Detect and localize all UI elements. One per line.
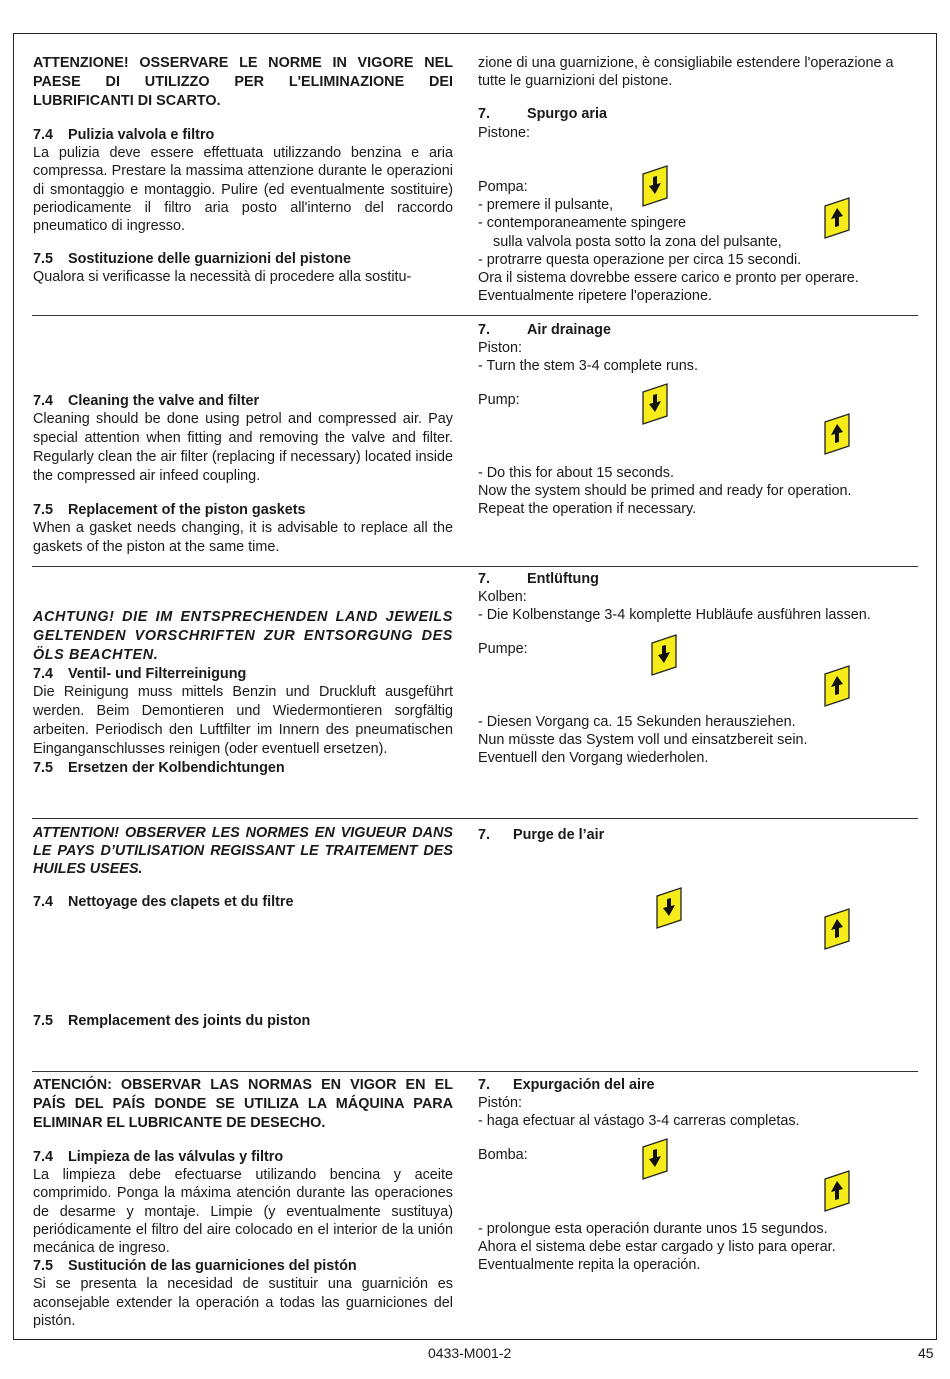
it-step2b: sulla valvola posta sotto la zona del pulsante, [493, 233, 782, 250]
en-s75-text: When a gasket needs changing, it is advisable to replace all the gaskets of the piston at the same time. [33, 520, 453, 556]
arrow-down-button-icon [642, 383, 668, 425]
de-s74-text: Die Reinigung muss mittels Benzin und Druckluft ausgeführt werden. Beim Demontieren und Wiedermontieren sorgfältig arbeiten. Periodisch den Luftfilter im Innern des pneumatischen Einganganschlusses reinigen (oder eventuell ersetzen). [33, 684, 453, 758]
de-piston-label: Kolben: [478, 589, 527, 606]
arrow-down-button-icon [651, 634, 677, 676]
es-step-time: - prolongue esta operación durante unos 15 segundos. [478, 1221, 828, 1237]
arrow-down-button-icon [642, 165, 668, 207]
fr-right-column [478, 826, 918, 844]
fr-s74-heading: 7.4 Nettoyage des clapets et du filtre [33, 894, 294, 910]
arrow-down-button-icon [656, 887, 682, 929]
en-s7-heading: 7. Air drainage [478, 322, 611, 338]
divider-fr-es [32, 1071, 918, 1072]
es-s75-heading: 7.5 Sustitución de las guarniciones del pistón [33, 1258, 357, 1275]
it-s7-heading: 7. Spurgo aria [478, 106, 607, 123]
de-s74-heading: 7.4 Ventil- und Filterreinigung [33, 666, 247, 682]
it-left-column [33, 54, 453, 287]
en-s74-text: Cleaning should be done using petrol and compressed air. Pay special attention when fitting and removing the valve and filter. Regularly clean the air filter (replacing if necessary) located inside the compressed air infeed coupling. [33, 411, 453, 485]
en-s75-heading: 7.5 Replacement of the piston gaskets [33, 502, 306, 519]
de-end1: Nun müsste das System voll und einsatzbereit sein. [478, 732, 808, 749]
it-s75-text-b: zione di una guarnizione, è consigliabile estendere l'operazione a tutte le guarnizioni del pistone. [478, 55, 894, 90]
es-s75-text: Si se presenta la necesidad de sustituir una guarnición es aconsejable extender la operación a todas las guarniciones del pistón. [33, 1276, 453, 1329]
it-s74-text: La pulizia deve essere effettuata utilizzando benzina e aria compressa. Prestare la massima attenzione durante le operazioni di smontaggio e montaggio. Pulire (ed eventualmente sostituire) periodicamente il filtro aria posto all'interno del raccordo pneumatico di ingresso. [33, 145, 453, 235]
document-code: 0433-M001-2 [428, 1345, 512, 1361]
es-end2: Eventualmente repita la operación. [478, 1257, 701, 1274]
arrow-up-button-icon [824, 197, 850, 239]
es-s7-heading: 7. Expurgación del aire [478, 1077, 655, 1093]
de-pump-label: Pumpe: [478, 640, 528, 657]
en-right-column [478, 321, 918, 409]
fr-s75-heading: 7.5 Remplacement des joints du piston [33, 1013, 311, 1029]
en-s74-heading: 7.4 Cleaning the valve and filter [33, 393, 260, 409]
it-piston-label: Pistone: [478, 124, 530, 141]
de-end2: Eventuell den Vorgang wiederholen. [478, 750, 709, 767]
arrow-up-button-icon [824, 1170, 850, 1212]
es-step-piston: - haga efectuar al vástago 3-4 carreras completas. [478, 1113, 800, 1130]
it-end1: Ora il sistema dovrebbe essere carico e pronto per operare. [478, 270, 859, 287]
divider-it-en [32, 315, 918, 316]
es-right-column [478, 1076, 918, 1164]
arrow-down-button-icon [642, 1138, 668, 1180]
es-warning: ATENCIÓN: OBSERVAR LAS NORMAS EN VIGOR EN EL PAÍS DEL PAÍS DONDE SE UTILIZA LA MÁQUINA PARA ELIMINAR EL LUBRICANTE DE DESECHO. [33, 1077, 453, 1131]
it-s75-text-a: Qualora si verificasse la necessità di procedere alla sostitu- [33, 269, 412, 286]
it-step2a: - contemporaneamente spingere [478, 215, 686, 232]
divider-en-de [32, 566, 918, 567]
de-right-column [478, 570, 918, 658]
it-step1: - premere il pulsante, [478, 197, 614, 214]
en-piston-label: Piston: [478, 340, 522, 357]
it-end2: Eventualmente ripetere l'operazione. [478, 288, 712, 305]
it-pump-block [478, 178, 918, 305]
de-warning: ACHTUNG! DIE IM ENTSPRECHENDEN LAND JEWEILS GELTENDEN VORSCHRIFTEN ZUR ENTSORGUNG DES ÖLS BEACHTEN. [33, 609, 453, 663]
divider-de-fr [32, 818, 918, 819]
es-s74-heading: 7.4 Limpieza de las válvulas y filtro [33, 1149, 284, 1165]
arrow-up-button-icon [824, 665, 850, 707]
es-s74-text: La limpieza debe efectuarse utilizando bencina y aceite comprimido. Ponga la máxima atención durante las operaciones de desarme y montaje. Limpie (y eventualmente sustituya) periódicamente el filtro del aire colocado en el interior de la unión mecánica de ingreso. [33, 1167, 453, 1257]
de-left-column [33, 608, 453, 777]
en-step-time: - Do this for about 15 seconds. [478, 465, 674, 481]
es-end1: Ahora el sistema debe estar cargado y listo para operar. [478, 1239, 836, 1256]
de-step-time: - Diesen Vorgang ca. 15 Sekunden herausziehen. [478, 714, 796, 730]
de-s7-heading: 7. Entlüftung [478, 571, 599, 587]
it-right-column [478, 54, 918, 142]
fr-s75-block [33, 1012, 453, 1030]
it-s74-heading: 7.4 Pulizia valvola e filtro [33, 127, 215, 143]
it-warning: ATTENZIONE! OSSERVARE LE NORME IN VIGORE NEL PAESE DI UTILIZZO PER L'ELIMINAZIONE DEI LUBRIFICANTI DI SCARTO. [33, 55, 453, 109]
it-pump-label: Pompa: [478, 179, 528, 195]
en-left-column [33, 392, 453, 557]
de-step-piston: - Die Kolbenstange 3-4 komplette Hubläufe ausführen lassen. [478, 607, 871, 624]
arrow-up-button-icon [824, 908, 850, 950]
page-number: 45 [918, 1345, 934, 1361]
fr-left-column [33, 824, 453, 911]
en-end2: Repeat the operation if necessary. [478, 501, 697, 518]
es-end-block [478, 1220, 918, 1275]
es-left-column [33, 1076, 453, 1330]
fr-warning: ATTENTION! OBSERVER LES NORMES EN VIGUEUR DANS LE PAYS D’UTILISATION REGISSANT LE TRAITEMENT DES HUILES USEES. [33, 825, 453, 877]
es-piston-label: Pistón: [478, 1095, 522, 1112]
es-pump-label: Bomba: [478, 1146, 528, 1163]
arrow-up-button-icon [824, 413, 850, 455]
fr-s7-heading: 7. Purge de l’air [478, 827, 605, 843]
en-step-piston: - Turn the stem 3-4 complete runs. [478, 358, 698, 375]
en-pump-label: Pump: [478, 391, 520, 408]
it-step3: - protrarre questa operazione per circa 15 secondi. [478, 251, 802, 268]
en-end1: Now the system should be primed and ready for operation. [478, 483, 852, 500]
de-s75-heading: 7.5 Ersetzen der Kolbendichtungen [33, 760, 285, 777]
it-s75-heading: 7.5 Sostituzione delle guarnizioni del pistone [33, 251, 352, 268]
en-end-block [478, 464, 918, 519]
de-end-block [478, 713, 918, 768]
